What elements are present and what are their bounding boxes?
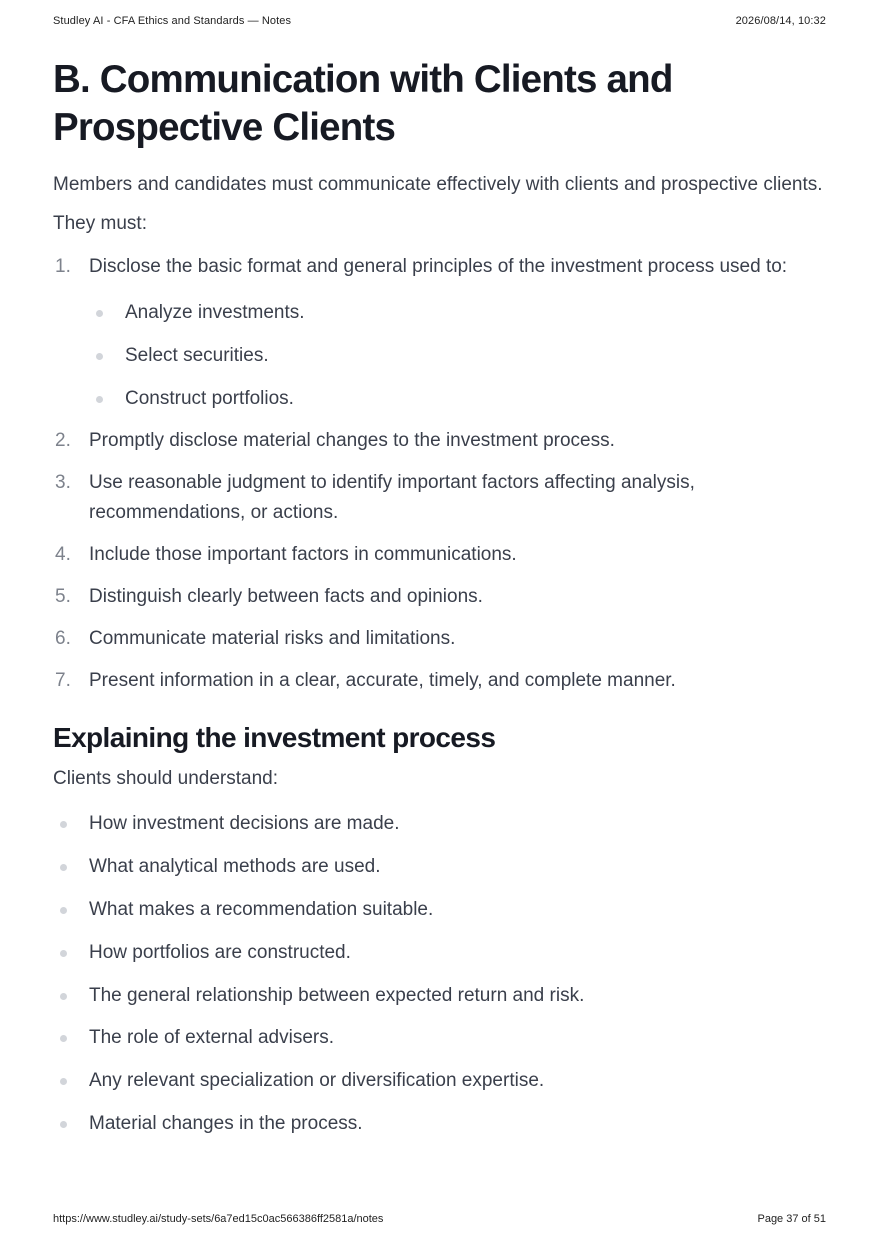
bullet-icon — [96, 310, 103, 317]
bullet-icon — [60, 907, 67, 914]
list-item — [89, 384, 828, 414]
list-item-text: Present information in a clear, accurate, timely, and complete manner. — [89, 670, 676, 692]
bullet-icon — [60, 864, 67, 871]
list-item — [53, 981, 828, 1011]
list-item — [53, 426, 828, 456]
list-item-text: Analyze investments. — [125, 302, 305, 323]
list-item — [53, 1109, 828, 1139]
list-item — [53, 252, 828, 414]
list-item-text: Disclose the basic format and general principles of the investment process used to: — [89, 256, 788, 277]
bullet-icon — [60, 1121, 67, 1128]
document-header-title: Studley AI - CFA Ethics and Standards — Notes — [53, 15, 292, 27]
list-item — [53, 809, 828, 839]
list-number: 7. — [55, 670, 71, 692]
list-item-text: Promptly disclose material changes to the investment process. — [89, 430, 615, 452]
list-item-text: What makes a recommendation suitable. — [89, 898, 434, 920]
list-item-text: How portfolios are constructed. — [89, 941, 351, 963]
list-item — [53, 1066, 828, 1096]
list-item — [53, 540, 828, 570]
list-item-text: Select securities. — [125, 344, 269, 366]
list-item — [89, 298, 828, 328]
list-item-text: Include those important factors in communications. — [89, 544, 517, 566]
bullet-icon — [60, 950, 67, 957]
requirements-list — [53, 252, 828, 696]
list-item-text: The general relationship between expected return and risk. — [89, 984, 585, 1006]
understand-list — [53, 809, 828, 1139]
list-number: 2. — [55, 430, 71, 452]
list-item-text: Use reasonable judgment to identify important factors affecting analysis, recommendations, or actions. — [89, 472, 695, 524]
list-number: 3. — [55, 472, 71, 494]
bullet-icon — [60, 821, 67, 828]
list-item-text: What analytical methods are used. — [89, 856, 381, 878]
list-item-text: Communicate material risks and limitations. — [89, 628, 456, 650]
list-item — [53, 666, 828, 696]
they-must-label: They must: — [53, 213, 147, 234]
list-item — [53, 624, 828, 654]
print-footer — [53, 1213, 826, 1225]
bullet-icon — [96, 396, 103, 403]
list-item-text: How investment decisions are made. — [89, 813, 400, 835]
page-number: Page 37 of 51 — [757, 1213, 826, 1225]
print-header — [53, 15, 826, 27]
list-number: 4. — [55, 544, 71, 566]
page-url: https://www.studley.ai/study-sets/6a7ed15c0ac566386ff2581a/notes — [53, 1213, 384, 1225]
notes-content — [53, 56, 828, 1152]
page-title: B. Communication with Clients and Prospective Clients — [53, 58, 673, 149]
list-item-text: The role of external advisers. — [89, 1027, 335, 1049]
section-heading: Explaining the investment process — [53, 722, 496, 754]
list-item — [53, 852, 828, 882]
list-number: 1. — [55, 256, 71, 277]
list-item-text: Distinguish clearly between facts and opinions. — [89, 586, 483, 608]
intro-paragraph: Members and candidates must communicate effectively with clients and prospective clients. — [53, 174, 823, 195]
list-item — [53, 582, 828, 612]
bullet-icon — [96, 353, 103, 360]
list-item-text: Material changes in the process. — [89, 1112, 363, 1134]
sub-list — [89, 298, 828, 414]
bullet-icon — [60, 1078, 67, 1085]
list-item — [53, 895, 828, 925]
list-item — [53, 1023, 828, 1053]
bullet-icon — [60, 1035, 67, 1042]
clients-understand-label: Clients should understand: — [53, 768, 278, 790]
bullet-icon — [60, 993, 67, 1000]
list-item — [89, 341, 828, 371]
list-item-text: Construct portfolios. — [125, 387, 294, 409]
list-number: 5. — [55, 586, 71, 608]
list-item — [53, 938, 828, 968]
print-datetime: 2026/08/14, 10:32 — [735, 15, 826, 27]
list-item-text: Any relevant specialization or diversification expertise. — [89, 1070, 545, 1092]
list-number: 6. — [55, 628, 71, 650]
list-item — [53, 468, 828, 528]
